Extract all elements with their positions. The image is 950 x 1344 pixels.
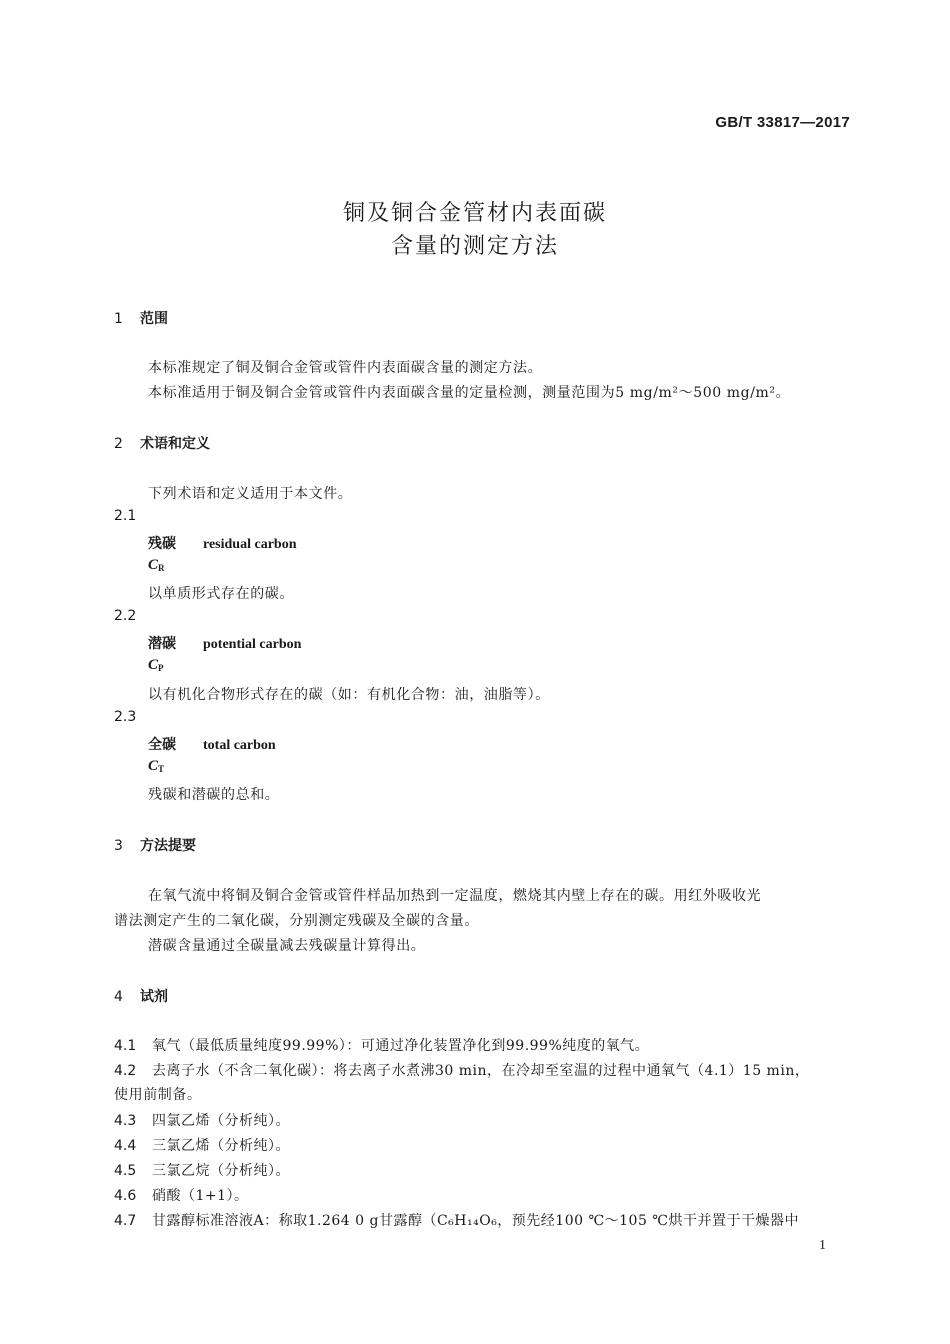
item-number: 4.5 — [114, 1163, 137, 1179]
section-3-heading — [114, 835, 196, 855]
item-text: 甘露醇标准溶液A：称取1.264 0 g甘露醇（C₆H₁₄O₆，预先经100 ℃～105 ℃烘干并置于干燥器中 — [152, 1213, 799, 1229]
term-symbol: $C_P$ — [148, 657, 164, 673]
term-definition: 以有机化合物形式存在的碳（如：有机化合物：油，油脂等）。 — [148, 687, 550, 703]
section-title: 术语和定义 — [140, 436, 210, 452]
reagent-item — [114, 1135, 290, 1155]
clause-number: 2.1 — [114, 508, 137, 524]
term-definition: 残碳和潜碳的总和。 — [148, 787, 280, 803]
reagent-item — [114, 1035, 649, 1055]
term-english: total carbon — [203, 738, 276, 753]
term-entry — [148, 734, 276, 754]
section-title: 方法提要 — [140, 838, 196, 854]
section-title: 范围 — [140, 311, 168, 327]
term-english: potential carbon — [203, 637, 302, 652]
paragraph: 潜碳含量通过全碳量减去残碳量计算得出。 — [148, 938, 426, 954]
clause-number: 2.2 — [114, 608, 137, 624]
item-text: 三氯乙烯（分析纯）。 — [152, 1138, 290, 1154]
paragraph: 在氧气流中将铜及铜合金管或管件样品加热到一定温度，燃烧其内壁上存在的碳。用红外吸收光 — [148, 888, 762, 904]
paragraph: 下列术语和定义适用于本文件。 — [148, 486, 353, 502]
reagent-item — [114, 1060, 809, 1080]
section-2-heading — [114, 433, 210, 453]
item-text: 硝酸（1+1）。 — [152, 1188, 249, 1204]
standard-number: GB/T 33817—2017 — [715, 114, 850, 131]
item-number: 4.1 — [114, 1038, 137, 1054]
term-symbol: $C_T$ — [148, 758, 165, 774]
section-number: 1 — [114, 311, 123, 327]
term-chinese: 残碳 — [148, 536, 176, 552]
item-number: 4.2 — [114, 1063, 137, 1079]
term-symbol: $C_R$ — [148, 557, 165, 573]
item-text: 四氯乙烯（分析纯）。 — [152, 1113, 290, 1129]
paragraph: 本标准适用于铜及铜合金管或管件内表面碳含量的定量检测，测量范围为5 mg/m²～500 mg/m²。 — [148, 385, 791, 401]
document-title-line2: 含量的测定方法 — [390, 234, 559, 259]
item-text: 氧气（最低质量纯度99.99%）：可通过净化装置净化到99.99%纯度的氧气。 — [152, 1038, 650, 1054]
section-number: 3 — [114, 838, 123, 854]
reagent-item — [114, 1160, 290, 1180]
section-number: 2 — [114, 436, 123, 452]
item-number: 4.4 — [114, 1138, 137, 1154]
reagent-item — [114, 1210, 799, 1230]
item-continued: 使用前制备。 — [114, 1087, 202, 1103]
section-title: 试剂 — [140, 989, 168, 1005]
item-number: 4.3 — [114, 1113, 137, 1129]
paragraph-continued: 谱法测定产生的二氧化碳，分别测定残碳及全碳的含量。 — [114, 913, 479, 929]
item-text: 三氯乙烷（分析纯）。 — [152, 1163, 290, 1179]
term-chinese: 潜碳 — [148, 636, 176, 652]
term-definition: 以单质形式存在的碳。 — [148, 586, 294, 602]
term-chinese: 全碳 — [148, 737, 176, 753]
section-number: 4 — [114, 989, 123, 1005]
item-number: 4.6 — [114, 1188, 137, 1204]
paragraph: 本标准规定了铜及铜合金管或管件内表面碳含量的测定方法。 — [148, 360, 543, 376]
item-text: 去离子水（不含二氧化碳）：将去离子水煮沸30 min，在冷却至室温的过程中通氧气（4.1）15 min， — [152, 1063, 810, 1079]
item-number: 4.7 — [114, 1213, 137, 1229]
term-entry — [148, 633, 301, 653]
reagent-item — [114, 1185, 249, 1205]
section-1-heading — [114, 308, 168, 328]
section-4-heading — [114, 986, 168, 1006]
reagent-item — [114, 1110, 290, 1130]
page-number: 1 — [819, 1238, 826, 1253]
clause-number: 2.3 — [114, 709, 137, 725]
term-english: residual carbon — [203, 537, 297, 552]
document-title-line1: 铜及铜合金管材内表面碳 — [342, 201, 607, 226]
term-entry — [148, 533, 296, 553]
